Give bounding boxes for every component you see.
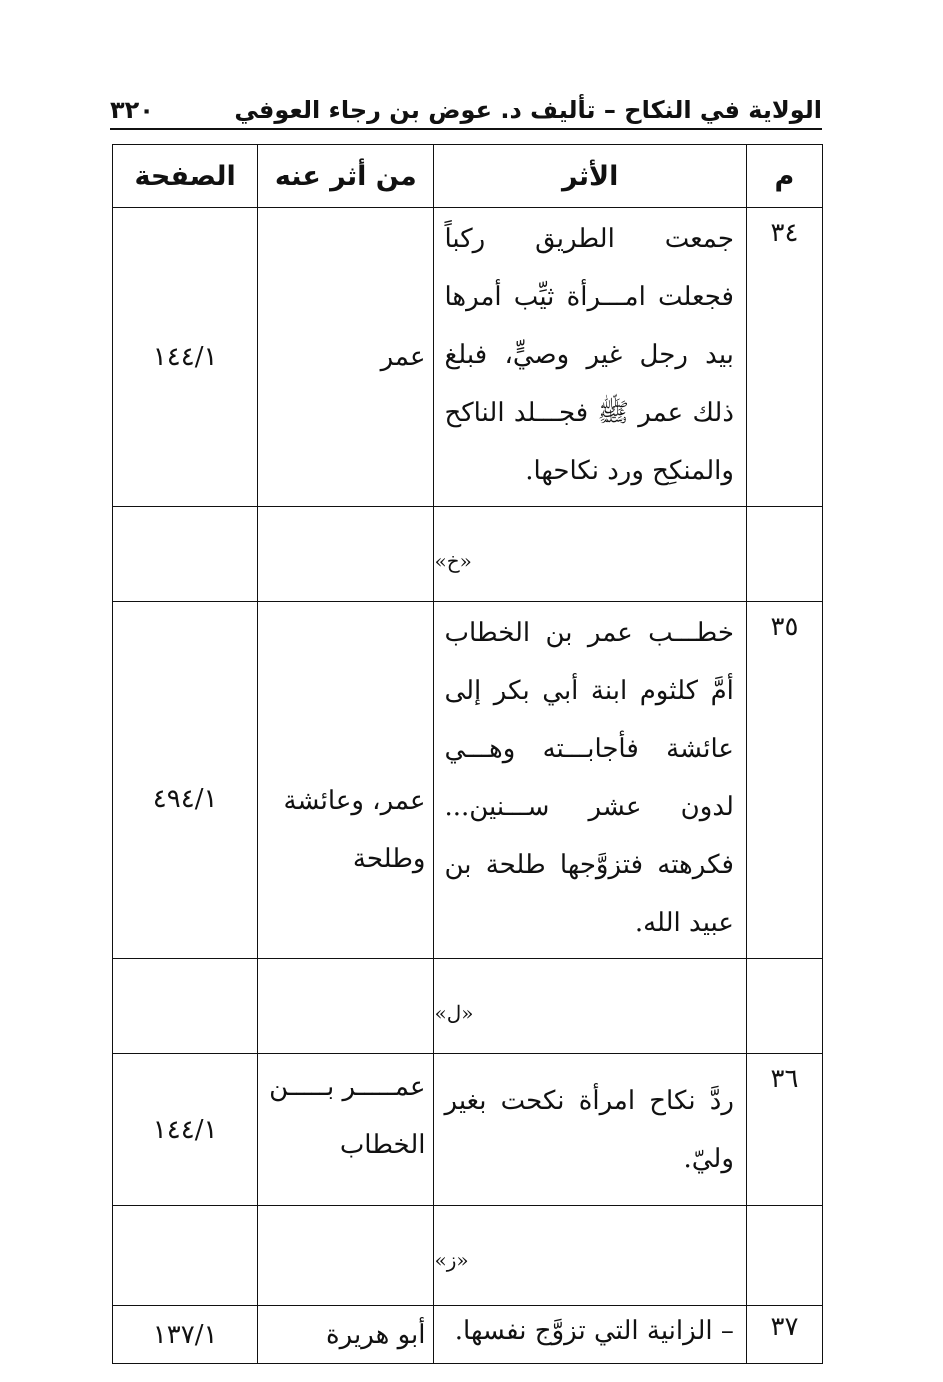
table-row — [113, 1054, 823, 1206]
page-ref: ٤٩٤/١ — [113, 602, 258, 959]
empty-cell — [746, 959, 822, 1054]
column-header-number: م — [746, 145, 822, 208]
table-row-grade — [113, 507, 823, 602]
athar-text: خطـــب عمر بن الخطاب أمَّ كلثوم ابنة أبي بكر إلى عائشة فأجابـــته وهـــي لدون عشر ســـنين... فكرهته فتزوَّجها طلحة بن عبيد الله. — [434, 602, 746, 959]
table-row — [113, 602, 823, 959]
table-header-row — [113, 145, 823, 208]
athar-table — [112, 144, 823, 1364]
empty-cell — [113, 959, 258, 1054]
column-header-narrator: من أثر عنه — [258, 145, 434, 208]
athar-text: ردَّ نكاح امرأة نكحت بغير وليّ. — [434, 1054, 746, 1206]
table-row-grade — [113, 959, 823, 1054]
page-ref: ١٤٤/١ — [113, 208, 258, 507]
row-number: ٣٦ — [746, 1054, 822, 1206]
table-row-grade — [113, 1206, 823, 1306]
empty-cell — [258, 959, 434, 1054]
page-ref: ١٣٧/١ — [113, 1306, 258, 1364]
grade-mark: «ل» — [434, 1001, 474, 1025]
athar-text: جمعت الطريق ركباً فجعلت امـــرأة ثيِّب أمرها بيد رجل غير وصيٍّ، فبلغ ذلك عمر ﷺ فجـــلد الناكح والمنكِح ورد نكاحها. — [434, 208, 746, 507]
grade-cell — [434, 507, 746, 602]
row-number: ٣٥ — [746, 602, 822, 959]
page-number: ٣٢٠ — [110, 96, 154, 124]
empty-cell — [113, 507, 258, 602]
table-row — [113, 208, 823, 507]
empty-cell — [746, 1206, 822, 1306]
grade-mark: «ز» — [434, 1248, 469, 1272]
column-header-athar: الأثر — [434, 145, 746, 208]
page-ref: ١٤٤/١ — [113, 1054, 258, 1206]
narrator: أبو هريرة — [258, 1306, 434, 1364]
empty-cell — [113, 1206, 258, 1306]
row-number: ٣٧ — [746, 1306, 822, 1364]
column-header-page: الصفحة — [113, 145, 258, 208]
grade-cell — [434, 1206, 746, 1306]
grade-cell — [434, 959, 746, 1054]
narrator: عمـــــر بـــــن الخطاب — [258, 1054, 434, 1206]
running-title: الولاية في النكاح – تأليف د. عوض بن رجاء العوفي — [234, 96, 822, 124]
row-number: ٣٤ — [746, 208, 822, 507]
athar-text: – الزانية التي تزوَّج نفسها. — [434, 1306, 746, 1364]
narrator: عمر، وعائشة وطلحة — [258, 602, 434, 959]
table-row — [113, 1306, 823, 1364]
grade-mark: «خ» — [434, 549, 472, 573]
page-header — [110, 96, 822, 130]
empty-cell — [258, 1206, 434, 1306]
empty-cell — [746, 507, 822, 602]
empty-cell — [258, 507, 434, 602]
narrator: عمر — [258, 208, 434, 507]
